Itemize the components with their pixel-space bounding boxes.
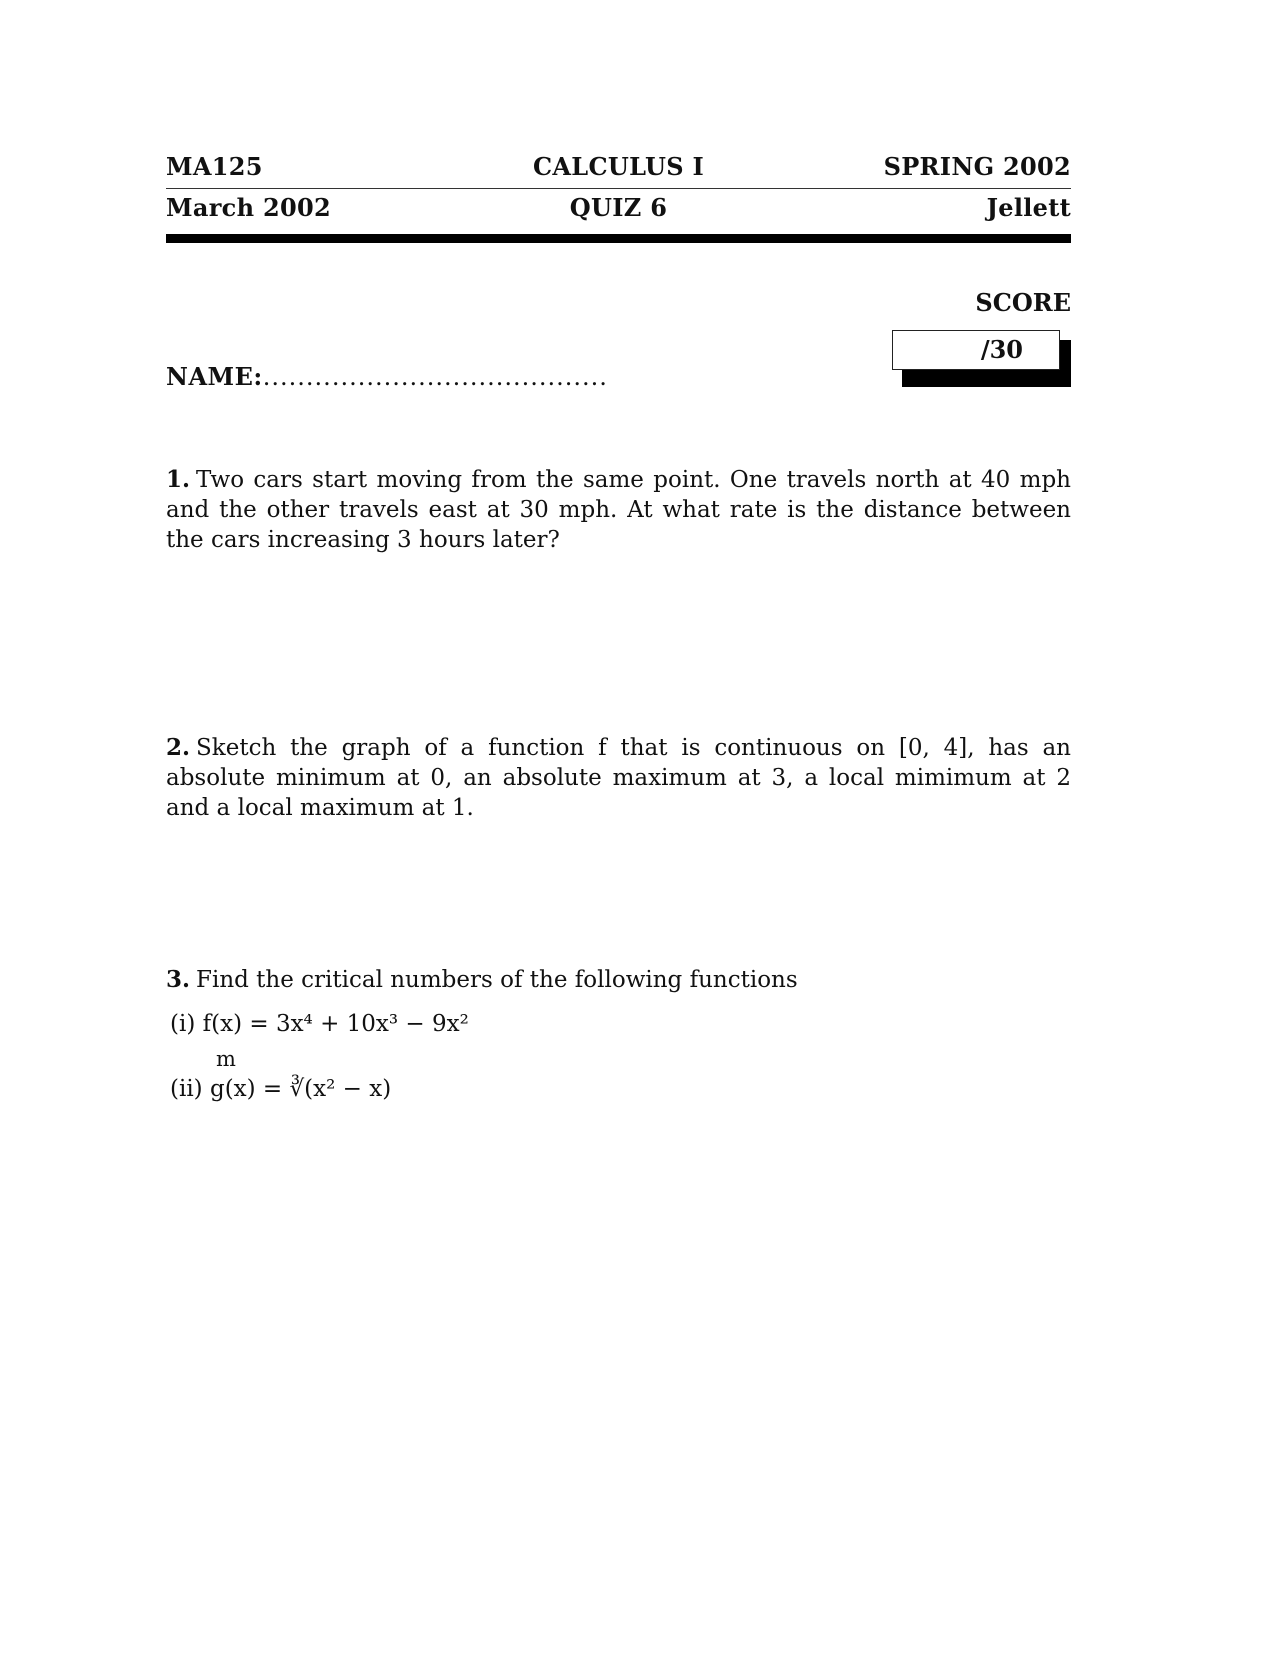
question-2 — [166, 733, 1071, 823]
score-box — [892, 330, 1060, 370]
question-number: 2. — [166, 734, 191, 761]
part-label: (i) — [170, 1011, 196, 1037]
question-3-part-ii — [170, 1076, 391, 1102]
stray-mark: m — [216, 1047, 236, 1071]
question-text: Find the critical numbers of the following functions — [196, 967, 798, 993]
question-number: 3. — [166, 966, 191, 993]
function-g: g(x) = ∛(x² − x) — [209, 1076, 392, 1102]
course-term: SPRING 2002 — [883, 152, 1072, 181]
name-label: NAME: — [166, 362, 263, 391]
name-field — [166, 362, 608, 391]
function-f: f(x) = 3x⁴ + 10x³ − 9x² — [202, 1011, 469, 1037]
part-label: (ii) — [170, 1076, 203, 1102]
question-3 — [166, 965, 1071, 995]
header-divider — [166, 188, 1071, 189]
question-text: Sketch the graph of a function f that is continuous on [0, 4], has an absolute minimum at 0, an absolute maximum at 3, a local mimimum at 2 and a local maximum at 1. — [166, 735, 1071, 821]
header-row-top — [166, 152, 1071, 181]
course-code: MA125 — [166, 152, 263, 181]
name-dots: ........................................ — [262, 363, 608, 391]
score-label: SCORE — [975, 288, 1071, 317]
question-3-part-i — [170, 1011, 469, 1037]
header-thick-rule — [166, 234, 1071, 243]
question-text: Two cars start moving from the same point. One travels north at 40 mph and the other travels east at 30 mph. At what rate is the distance between the cars increasing 3 hours later? — [166, 467, 1071, 553]
course-subject: CALCULUS I — [532, 152, 705, 181]
instructor-name: Jellett — [986, 193, 1072, 222]
quiz-title: QUIZ 6 — [569, 193, 668, 222]
question-1 — [166, 465, 1071, 555]
header-row-bottom — [166, 193, 1071, 222]
quiz-date: March 2002 — [166, 193, 331, 222]
question-number: 1. — [166, 466, 191, 493]
score-total: /30 — [980, 335, 1023, 364]
